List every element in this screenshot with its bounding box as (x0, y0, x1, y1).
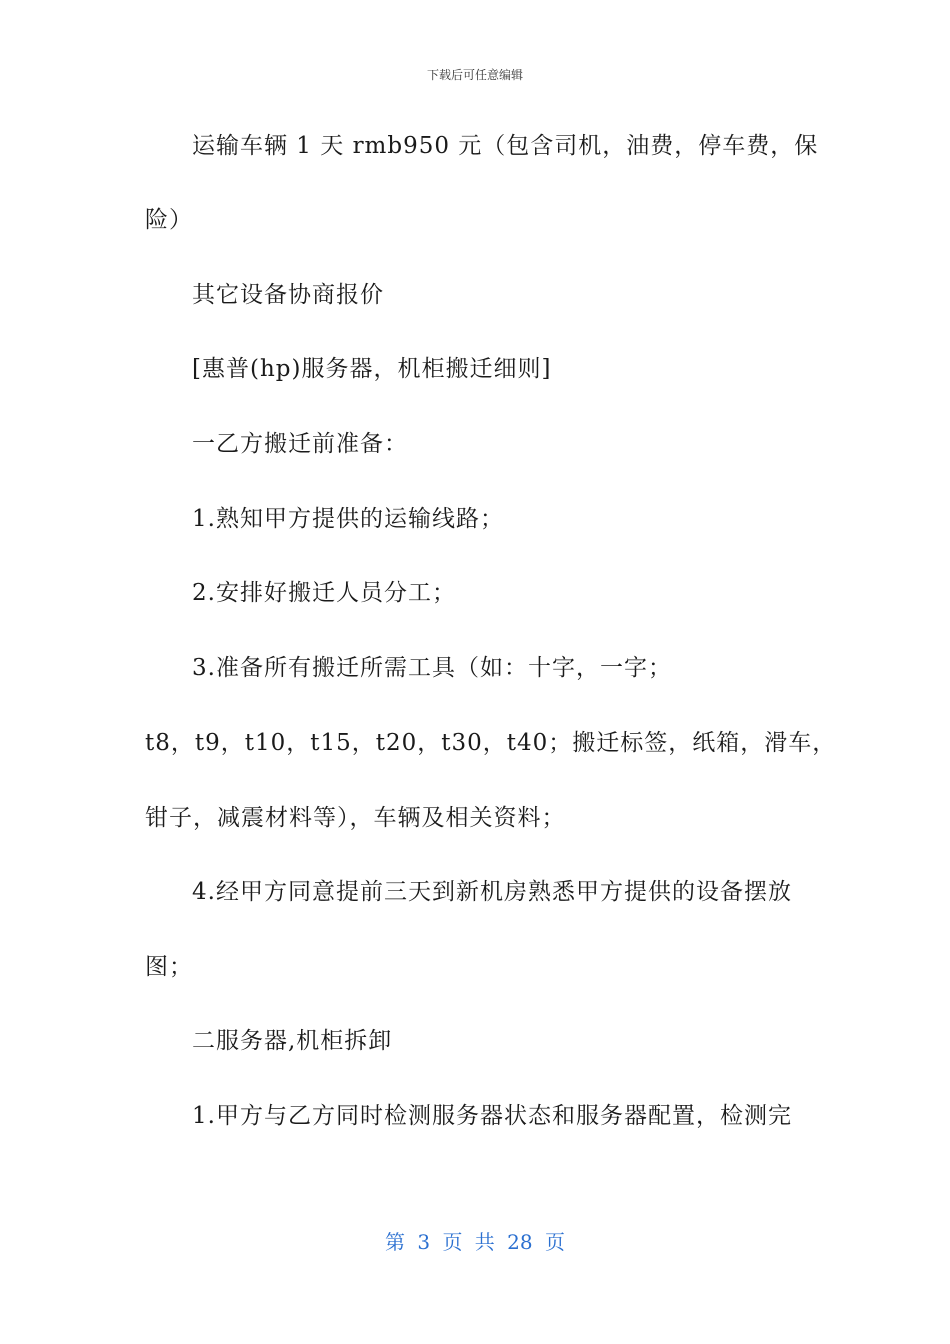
paragraph-line: 钳子，减震材料等），车辆及相关资料； (145, 805, 566, 831)
list-item: 2.安排好搬迁人员分工； (192, 580, 456, 606)
paragraph-line: 图； (145, 954, 193, 980)
section-heading: 一乙方搬迁前准备： (192, 431, 408, 457)
paragraph-line: 险） (145, 207, 193, 233)
paragraph-line: 其它设备协商报价 (192, 282, 384, 308)
page-header-note: 下载后可任意编辑 (426, 68, 523, 82)
list-item: 1.熟知甲方提供的运输线路； (192, 506, 504, 532)
list-item: 4.经甲方同意提前三天到新机房熟悉甲方提供的设备摆放 (192, 879, 792, 905)
section-title: [惠普(hp)服务器，机柜搬迁细则] (192, 356, 552, 382)
page-number-footer: 第 3 页 共 28 页 (385, 1230, 565, 1254)
paragraph-line: t8，t9，t10，t15，t20，t30，t40；搬迁标签，纸箱，滑车， (145, 730, 837, 756)
list-item: 3.准备所有搬迁所需工具（如：十字，一字； (192, 655, 672, 681)
section-heading: 二服务器,机柜拆卸 (192, 1028, 393, 1054)
list-item: 1.甲方与乙方同时检测服务器状态和服务器配置，检测完 (192, 1103, 792, 1129)
paragraph-line: 运输车辆 1 天 rmb950 元（包含司机，油费，停车费，保 (192, 133, 819, 159)
